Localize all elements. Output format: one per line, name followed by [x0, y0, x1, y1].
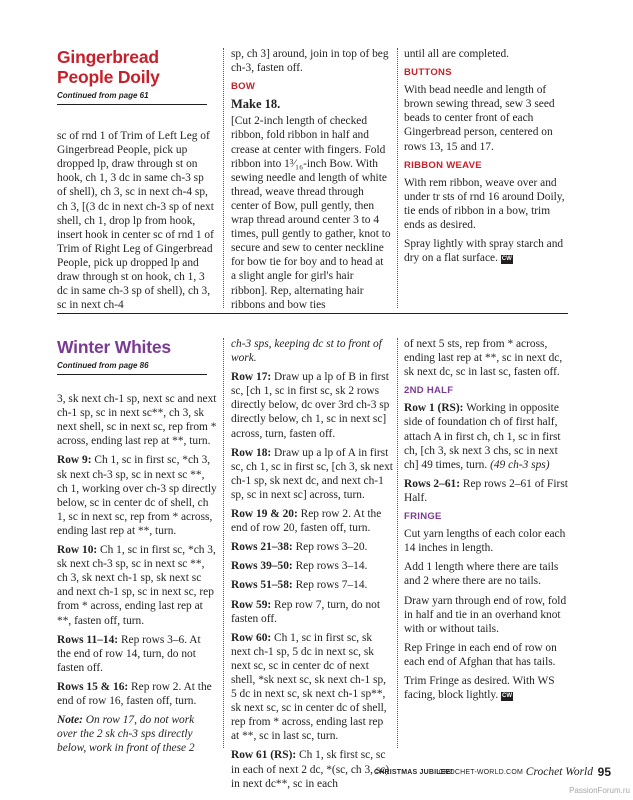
rows21-text: Rep rows 3–20.: [295, 541, 368, 554]
winter-row9: [57, 453, 217, 538]
rows15-text: Rep row 2. At the end of row 16, fasten off, turn.: [57, 680, 212, 707]
fringe-p4: Rep Fringe in each end of row on each end of Afghan that has tails.: [404, 641, 557, 668]
bow-make: Make 18.: [231, 97, 281, 112]
gingerbread-col2-lead: sp, ch 3] around, join in top of beg ch-3, fasten off.: [231, 48, 389, 75]
ribbon-weave-heading: RIBBON WEAVE: [404, 159, 482, 171]
gingerbread-continued: Continued from page 61: [57, 91, 149, 100]
c2-lead-text: ch-3 sps, keeping dc st to front of work.: [231, 338, 382, 365]
winter-c1-p1: 3, sk next ch-1 sp, next sc and next ch-1 sp, sc in next sc**, ch 3, sk next shell, sc in next sc, rep from * across, ending last rep at **, turn.: [57, 393, 217, 448]
top-col-divider-2: [397, 48, 398, 308]
gingerbread-title-rule: [57, 104, 207, 105]
winter-row17: [231, 370, 393, 440]
winter-rows21: [231, 540, 393, 554]
ribbon-weave-text: With rem ribbon, weave over and under tr sts of rnd 16 around Doily, tie ends of ribbon in a bow, trim ends as desired.: [404, 176, 565, 232]
rows51-label: Rows 51–58:: [231, 579, 293, 592]
fringe-p3: Draw yarn through end of row, fold in half and tie in an overhand knot with or without tails.: [404, 594, 567, 635]
fringe-heading: FRINGE: [404, 511, 442, 523]
row9-text: Ch 1, sc in first sc, *ch 3, sk next ch-3 sp, sc in next sc **, ch 1, working over ch-3 sp directly below, sc in center dc of shell, ch 1, sc in next sc, rep from * across, ending last rep at **, turn.: [57, 454, 217, 537]
row60-text: Ch 1, sc in first sc, sk next ch-1 sp, 5 dc in next sc, sk next sc, sc in center dc of next shell, *sk next sc, sk next ch-1 sp, 5 dc in next sc, sk next ch-1 sp**, sk next sc, sc in center dc of shell, rep from * across, ending last rep at **, sc in last sc, turn.: [231, 631, 387, 743]
half-row1-label: Row 1 (RS):: [404, 402, 464, 415]
end-mark-icon: CW: [501, 256, 512, 263]
spray-text-para: [404, 237, 568, 265]
winter-rows15: [57, 680, 217, 708]
gingerbread-col-3: [404, 47, 568, 270]
half-rows2-label: Rows 2–61:: [404, 477, 461, 490]
winter-row19: [231, 507, 393, 535]
row10-label: Row 10:: [57, 544, 98, 557]
spray-text: Spray lightly with spray starch and dry on a flat surface.: [404, 238, 564, 265]
footer-issue: CHRISTMAS JUBILEE!: [373, 769, 453, 776]
buttons-text: With bead needle and length of brown sewing thread, sew 3 seed beads to center front of each Gingerbread person, centered on rows 13, 15 and 17.: [404, 84, 555, 153]
footer-magazine: Crochet World: [525, 766, 593, 778]
winter-col-1: [57, 337, 217, 760]
row61-label: Row 61 (RS):: [231, 749, 297, 762]
rows39-text: Rep rows 3–14.: [295, 560, 368, 573]
gingerbread-title: [57, 47, 215, 87]
winter-col-3: [404, 337, 568, 707]
footer-site: CROCHET-WORLD.COM: [438, 769, 523, 776]
rows11-label: Rows 11–14:: [57, 633, 119, 646]
winter-title: Winter Whites: [57, 337, 171, 357]
winter-c2-lead: [231, 337, 393, 365]
buttons-heading: BUTTONS: [404, 67, 452, 79]
row59-label: Row 59:: [231, 598, 272, 611]
gingerbread-col1-text: sc of rnd 1 of Trim of Left Leg of Gingerbread People, pick up dropped lp, draw through st on hook, ch 1, 3 dc in same ch-3 sp of shell), ch 3, sc in next ch-4 sp, ch 3, [(3 dc in next ch-3 sp of next shell, ch 1, drop lp from hook, insert hook in center sc of rnd 1 of Trim of Right Leg of Gingerbread People, pick up dropped lp and draw through st on hook, ch 1, 3 dc in same ch-3 sp of shell), ch 3, sc in next ch-4: [57, 130, 214, 312]
winter-row60: [231, 631, 393, 744]
rows11-text: Rep rows 3–6. At the end of row 14, turn, do not fasten off.: [57, 633, 201, 674]
rows39-label: Rows 39–50:: [231, 560, 293, 573]
bottom-col-divider-1: [223, 338, 224, 748]
fringe-p2: Add 1 length where there are tails and 2 where there are no tails.: [404, 561, 559, 588]
gingerbread-col-1: [57, 47, 215, 317]
top-col-divider-1: [223, 48, 224, 308]
section-divider: [57, 313, 568, 314]
bow-text: [Cut 2-inch length of checked ribbon, fold ribbon in half and crease at center with fingers. Fold ribbon into 1³⁄₁₆-inch Bow. With sewing needle and length of white thread, weave thread through center of Bow, pull gently, then wrap thread around center 3 to 4 times, pull gently to gather, knot to secure and sew to center neckline for bow tie for boy and to head at a slight angle for girl's hair ribbon]. Rep, alternating hair ribbons and bow ties: [231, 115, 391, 311]
note-text: On row 17, do not work over the 2 sk ch-3 sps directly below, work in front of these 2: [57, 714, 195, 755]
row18-label: Row 18:: [231, 446, 272, 459]
fringe-p5-para: [404, 674, 568, 702]
row59-text: Rep row 7, turn, do not fasten off.: [231, 598, 381, 625]
fringe-p5: Trim Fringe as desired. With WS facing, block lightly.: [404, 674, 555, 702]
row19-label: Row 19 & 20:: [231, 508, 298, 521]
winter-row59: [231, 598, 393, 626]
row19-text: Rep row 2. At the end of row 20, fasten off, turn.: [231, 508, 382, 535]
watermark: PassionForum.ru: [569, 786, 630, 795]
fringe-p1: Cut yarn lengths of each color each 14 inches in length.: [404, 528, 566, 555]
rows21-label: Rows 21–38:: [231, 541, 293, 554]
gingerbread-col-2: [231, 47, 391, 317]
rows15-label: Rows 15 & 16:: [57, 680, 129, 693]
winter-rows11: [57, 633, 217, 675]
bow-heading: BOW: [231, 81, 256, 93]
winter-continued: Continued from page 86: [57, 361, 149, 370]
row17-text: Draw up a lp of B in first sc, [ch 1, sc in first sc, sk 2 rows directly below, dc over 3rd ch-3 sp directly below, ch 1, sc in next sc] across, turn, fasten off.: [231, 371, 390, 440]
note-label: Note:: [57, 714, 83, 727]
winter-rows39: [231, 559, 393, 573]
row61-text: Ch 1, sk first sc, sc in each of next 2 dc, *(sc, ch 3, sc) in next dc**, sc in each: [231, 749, 390, 790]
winter-title-rule: [57, 374, 207, 375]
gingerbread-col3-lead: until all are completed.: [404, 48, 510, 60]
winter-note: [57, 713, 217, 755]
winter-end-mark-icon: CW: [502, 693, 513, 700]
page-number: 95: [597, 765, 611, 779]
winter-col-2: [231, 337, 393, 796]
bottom-col-divider-2: [397, 338, 398, 748]
row17-label: Row 17:: [231, 371, 272, 384]
half-row1-count: (49 ch-3 sps): [490, 458, 550, 471]
row10-text: Ch 1, sc in first sc, *ch 3, sk next ch-3 sp, sc in next sc **, ch 3, sk next ch-1 sp, sk next sc and next ch-1 sp, sc in next sc, rep from * across, ending last rep at **, fasten off, turn.: [57, 544, 216, 627]
second-half-heading: 2ND HALF: [404, 385, 454, 397]
gingerbread-title-line-1: Gingerbread: [57, 47, 159, 67]
row18-text: Draw up a lp of A in first sc, ch 1, sc in first sc, [ch 3, sk next ch-1 sp, sk next dc, and next ch-1 sp, sc in next sc] across, turn.: [231, 446, 393, 501]
winter-2nd-rows2: [404, 477, 568, 505]
winter-c3-lead: of next 5 sts, rep from * across, ending last rep at **, sc in next dc, sk next dc, sc in last sc, fasten off.: [404, 338, 563, 379]
half-rows2-text: Rep rows 2–61 of First Half.: [404, 477, 568, 504]
winter-2nd-row1: [404, 401, 568, 471]
rows51-text: Rep rows 7–14.: [295, 579, 368, 592]
row9-label: Row 9:: [57, 454, 92, 467]
half-row1-text: Working in opposite side of foundation ch of first half, attach A in first ch, ch 1, sc in first ch, [ch 3, sk next 3 chs, sc in next ch] 49 times, turn.: [404, 402, 561, 471]
row60-label: Row 60:: [231, 631, 272, 644]
page-footer: [0, 766, 633, 780]
winter-rows51: [231, 578, 393, 592]
gingerbread-title-line-2: People Doily: [57, 67, 160, 87]
winter-row10: [57, 543, 217, 628]
winter-row18: [231, 446, 393, 502]
